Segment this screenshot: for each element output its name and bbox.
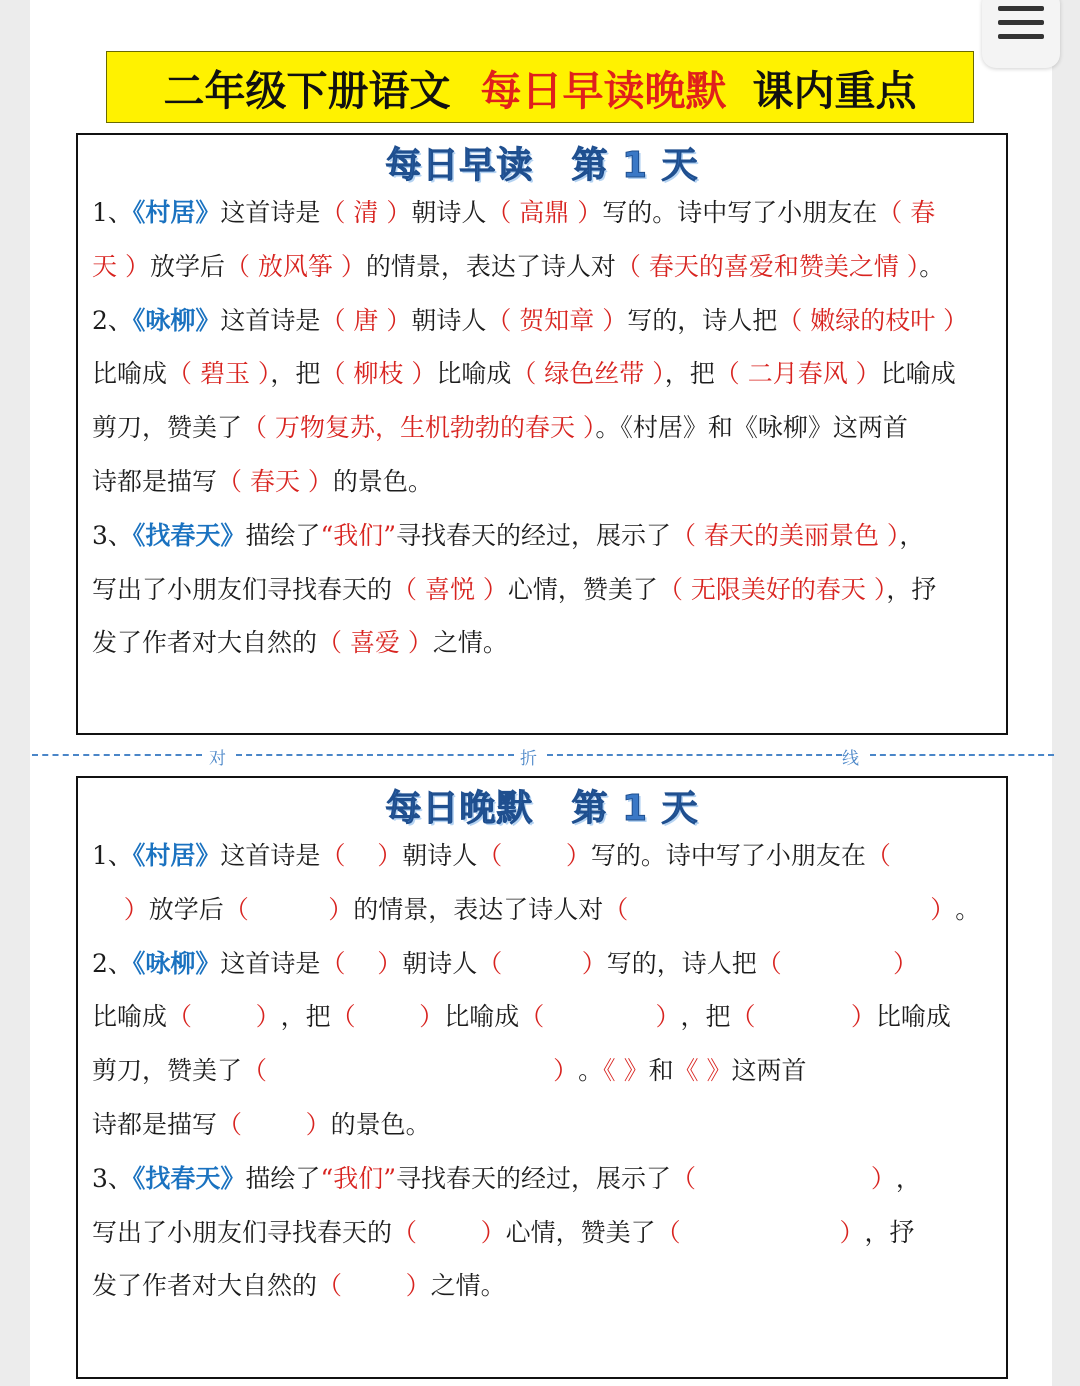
question-text: 朝诗人 [411,305,487,335]
banner-key-points: 课内重点 [752,66,917,115]
answer-text: 《 》 [603,1056,649,1086]
question-text: 之情。 [432,628,508,658]
morning-line [92,574,936,606]
question-text: 描绘了 [245,1163,321,1193]
answer-text: （ 春 [877,198,936,227]
answer-blank[interactable]: （ ） [392,1217,506,1247]
question-text: 寻找春天的经过，展示了 [396,1163,672,1193]
question-text: 朝诗人 [402,948,478,978]
morning-line [92,251,944,283]
answer-text: （ 无限美好的春天 ） [657,574,887,604]
question-text: 。《村居》和《咏柳》这两首 [595,413,908,443]
answer-blank[interactable]: （ ） [320,841,403,870]
menu-icon-bar-top [998,6,1044,11]
question-text: 心情，赞美了 [507,574,658,604]
evening-line [92,894,980,926]
question-text: 朝诗人 [411,198,487,227]
answer-text: 《 》 [673,1056,732,1086]
question-text: ，把 [680,1002,731,1032]
menu-icon-bar-bottom [998,34,1044,39]
morning-line [92,358,956,390]
morning-line [92,627,508,659]
question-text: 的情景，表达了诗人对 [365,251,616,281]
question-text: 比喻成 [880,359,956,389]
question-text: 放学后 [149,251,225,281]
answer-blank[interactable]: （ ） [477,948,607,978]
question-text: ，抒 [886,574,937,604]
question-text: 1、 [92,198,133,227]
question-text: 的情景，表达了诗人对 [353,894,604,924]
answer-blank[interactable]: （ ） [730,1002,876,1032]
answer-text: （ [865,841,891,870]
answer-blank[interactable]: （ ） [519,1002,681,1032]
question-text: 3、 [92,1163,133,1193]
answer-blank[interactable]: （ ） [756,948,918,978]
evening-line [92,1055,807,1087]
question-text: 这两首 [731,1056,807,1086]
poem-title: 《咏柳》 [132,948,221,978]
question-text: 描绘了 [245,520,321,550]
fold-label-2: 折 [520,749,537,769]
answer-text: （ 放风筝 ） [224,251,366,281]
answer-blank[interactable]: （ ） [320,948,403,978]
banner-grade-subject: 二年级下册语文 [163,66,451,115]
answer-text: “我们” [320,520,396,550]
question-text: 比喻成 [436,359,512,389]
question-text: 2、 [92,948,133,978]
question-text: 比喻成 [92,359,168,389]
question-text: 朝诗人 [402,841,478,870]
morning-line [92,305,968,337]
poem-title: 《村居》 [132,841,221,870]
answer-blank[interactable]: （ ） [167,1002,281,1032]
morning-line [92,412,908,444]
morning-line [92,197,935,229]
answer-text: （ 高鼎 ） [486,198,603,227]
evening-dictation-card [76,776,1008,1379]
answer-text: （ 柳枝 ） [320,359,437,389]
answer-text: “我们” [320,1163,396,1193]
answer-text: （ 贺知章 ） [486,305,628,335]
poem-title: 《咏柳》 [132,305,221,335]
question-text: 和 [648,1056,674,1086]
fold-label-1: 对 [209,749,226,769]
answer-text: （ 绿色丝带 ） [511,359,665,389]
question-text: 比喻成 [875,1002,951,1032]
menu-icon-bar-middle [998,20,1044,25]
answer-text: （ 二月春风 ） [714,359,881,389]
question-text: 剪刀，赞美了 [92,413,243,443]
fold-label-3: 线 [842,749,859,769]
question-text: 诗都是描写 [92,467,218,496]
question-text: 发了作者对大自然的 [92,1271,318,1301]
evening-line [92,1001,951,1033]
morning-day-text: 第 1 天 [571,145,699,186]
answer-blank[interactable]: ） [92,894,149,924]
answer-text: （ 春天的美丽景色 ） [671,520,900,550]
question-text: ，把 [664,359,715,389]
morning-reading-card [76,133,1008,735]
question-text: 的景色。 [330,1110,431,1139]
answer-blank[interactable]: （ ） [330,1002,445,1032]
answer-text: （ 嫩绿的枝叶 ） [777,305,969,335]
question-text: 这首诗是 [220,841,321,870]
question-text: ， [895,1163,921,1193]
evening-line [92,1217,915,1249]
answer-blank[interactable]: （ ） [477,841,591,870]
question-text: 诗都是描写 [92,1110,218,1139]
evening-day-text: 第 1 天 [571,788,699,829]
morning-card-title [78,137,1006,188]
menu-button[interactable] [982,0,1060,68]
question-text: 写的。诗中写了小朋友在 [590,841,866,870]
question-text: 心情，赞美了 [505,1217,656,1247]
answer-text: （ 喜爱 ） [317,628,433,658]
question-text: 寻找春天的经过，展示了 [396,520,672,550]
question-text: 比喻成 [444,1002,520,1032]
question-text: 。 [955,894,981,924]
question-text: 写出了小朋友们寻找春天的 [92,574,393,604]
evening-line [92,840,891,872]
question-text: 比喻成 [92,1002,168,1032]
question-text: 放学后 [148,894,224,924]
question-text: 这首诗是 [220,948,321,978]
answer-text: （ 万物复苏，生机勃勃的春天 ） [242,413,596,443]
evening-title-text: 每日晚默 [385,788,534,829]
title-banner [106,51,974,123]
answer-text: （ 春天的喜爱和赞美之情 ） [615,251,920,281]
evening-line [92,948,918,980]
question-text: 写的，诗人把 [627,305,778,335]
answer-blank[interactable]: （ ） [671,1163,896,1193]
morning-line [92,520,924,552]
question-text: 1、 [92,841,133,870]
answer-text: （ 唐 ） [320,305,412,335]
banner-daily-reading: 每日早读晚默 [480,66,727,115]
answer-text: 天 ） [92,251,150,281]
evening-card-title [78,780,1006,831]
question-text: 2、 [92,305,133,335]
morning-line [92,466,433,498]
question-text: 的景色。 [332,467,433,496]
answer-text: （ 清 ） [320,198,412,227]
answer-blank[interactable]: （ ） [223,894,354,924]
poem-title: 《找春天》 [132,520,246,550]
question-text: 。 [578,1056,604,1086]
question-text: ，把 [270,359,321,389]
question-text: 3、 [92,520,133,550]
question-text: ， [899,520,925,550]
answer-blank[interactable]: （ ） [603,894,956,924]
answer-blank[interactable]: （ ） [217,1110,331,1139]
evening-line [92,1270,506,1302]
question-text: ，抒 [864,1217,915,1247]
question-text: 写出了小朋友们寻找春天的 [92,1217,393,1247]
answer-text: （ 春天 ） [217,467,333,496]
question-text: 写的，诗人把 [606,948,757,978]
fold-line [32,747,1054,769]
poem-title: 《找春天》 [132,1163,246,1193]
answer-blank[interactable]: （ ） [317,1271,431,1301]
question-text: 这首诗是 [220,305,321,335]
question-text: 发了作者对大自然的 [92,628,318,658]
question-text: 。 [919,251,945,281]
poem-title: 《村居》 [132,198,221,227]
answer-text: （ 碧玉 ） [167,359,271,389]
evening-line [92,1109,431,1141]
answer-blank[interactable]: （ ） [655,1217,865,1247]
answer-text: （ 喜悦 ） [392,574,508,604]
question-text: 这首诗是 [220,198,321,227]
answer-blank[interactable]: （ ） [242,1056,579,1086]
question-text: 之情。 [430,1271,506,1301]
question-text: 剪刀，赞美了 [92,1056,243,1086]
question-text: ，把 [280,1002,331,1032]
question-text: 写的。诗中写了小朋友在 [602,198,878,227]
morning-title-text: 每日早读 [385,145,534,186]
evening-line [92,1163,921,1195]
